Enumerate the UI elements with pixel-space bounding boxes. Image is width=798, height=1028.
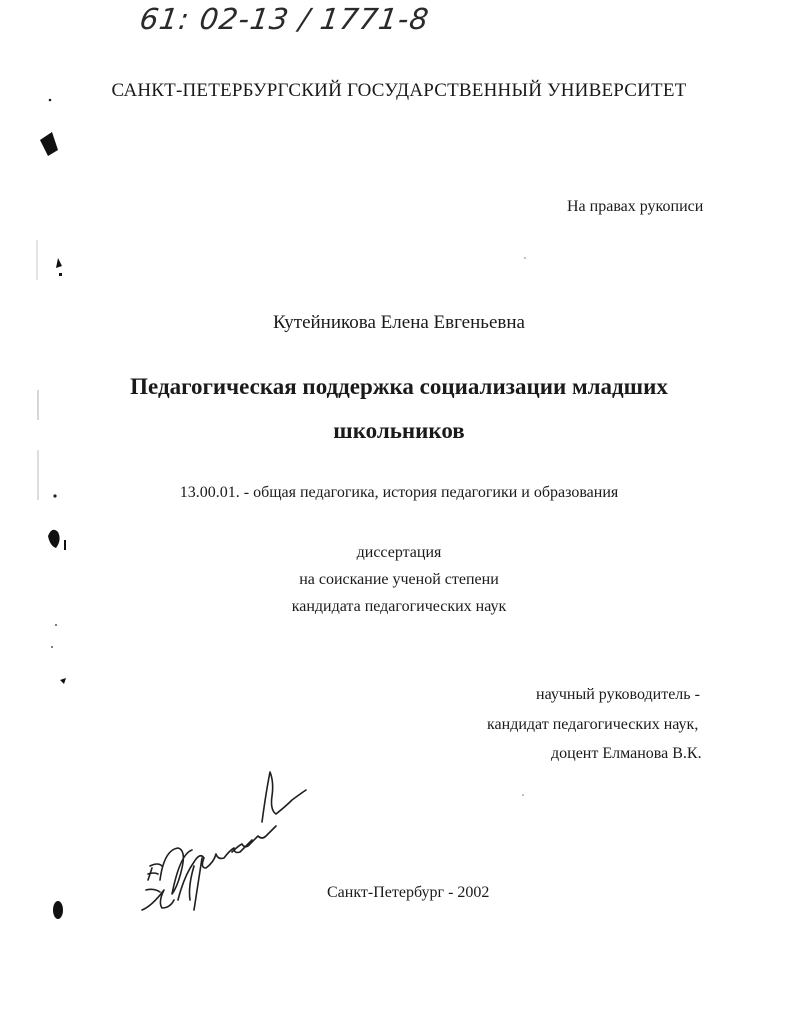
thesis-title-line-1: Педагогическая поддержка социализации младших bbox=[130, 374, 668, 399]
specialty-code: 13.00.01. - общая педагогика, история педагогики и образования bbox=[179, 484, 619, 501]
supervisor-label: научный руководитель - bbox=[536, 686, 700, 703]
degree-purpose: на соискание ученой степени bbox=[299, 571, 499, 588]
author-name: Кутейникова Елена Евгеньевна bbox=[273, 312, 525, 333]
archive-handwritten-mark: 61: 02-13 / 1771-8 bbox=[137, 2, 432, 36]
thesis-title-line-2: школьников bbox=[333, 418, 465, 443]
city-year: Санкт-Петербург - 2002 bbox=[327, 884, 490, 901]
supervisor-name: доцент Елманова В.К. bbox=[551, 745, 702, 762]
degree-name: кандидата педагогических наук bbox=[291, 598, 507, 615]
dissertation-label: диссертация bbox=[356, 544, 442, 561]
rights-note: На правах рукописи bbox=[567, 198, 704, 215]
supervisor-degree: кандидат педагогических наук, bbox=[487, 716, 699, 733]
university-name: САНКТ-ПЕТЕРБУРГСКИЙ ГОСУДАРСТВЕННЫЙ УНИВЕРСИТЕТ bbox=[111, 80, 687, 101]
